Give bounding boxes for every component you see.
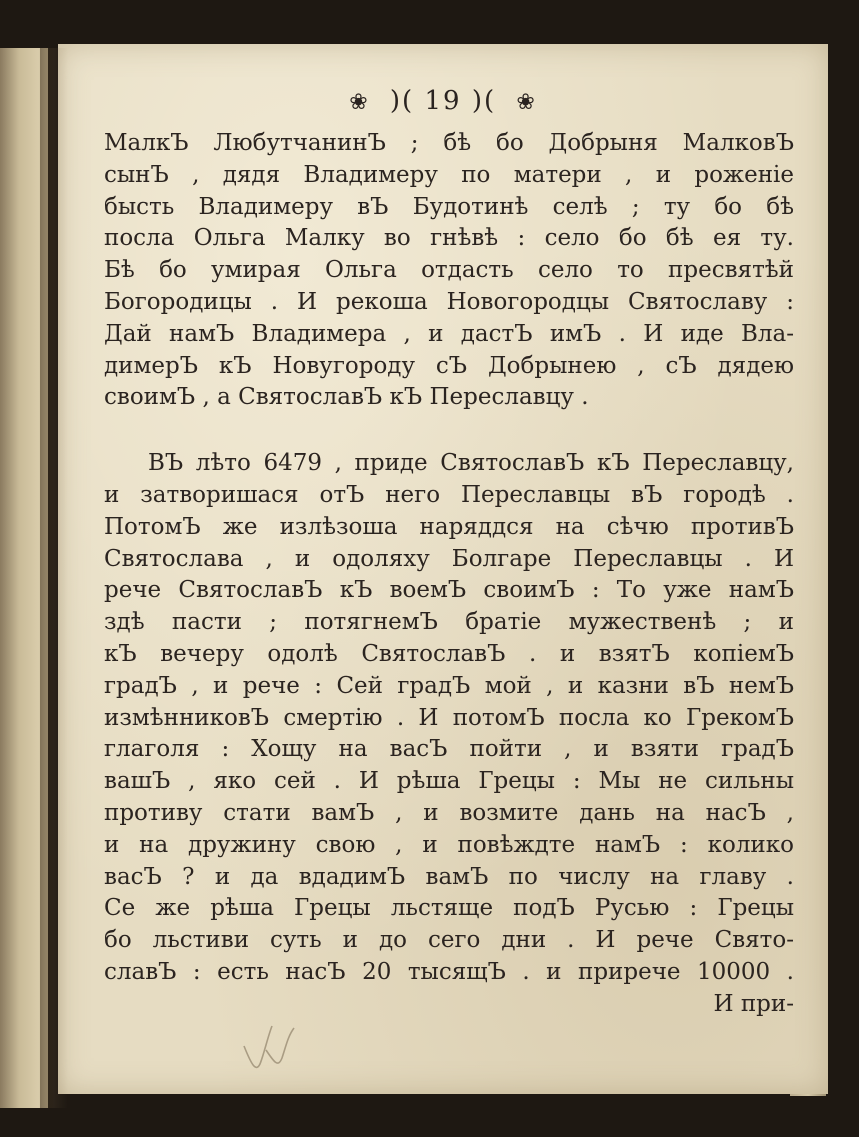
text-line: МалкЪ ЛюбутчанинЪ ; бѣ бо Добрыня МалковЪ [104,130,794,156]
page-number: 19 [424,86,462,116]
text-line: противу стати вамЪ , и возмите дань на насЪ , [104,799,794,826]
text-line: сынЪ , дядя Владимеру по матери , и роженіе [104,161,794,188]
text-line: и затворишася отЪ него Переславцы вЪ городѣ . [104,481,794,508]
spine-shadow [40,48,68,1108]
pencil-mark-icon [238,1006,298,1076]
text-line: глаголя : Хощу на васЪ пойти , и взяти градЪ [104,736,794,763]
header-bracket-left: )( [389,86,415,116]
book-page [58,44,828,1094]
text-line: измѣнниковЪ смертію . И потомЪ посла ко ГрекомЪ [104,704,794,731]
text-line: и на дружину свою , и повѣждте намЪ : колико [104,831,794,858]
text-line: бо льстиви суть и до сего дни . И рече Свято- [104,927,794,954]
text-line: вашЪ , яко сей . И рѣша Грецы : Мы не сильны [104,768,794,795]
paragraph [104,128,794,414]
text-line: Святослава , и одоляху Болгаре Переславцы . И [104,545,794,572]
paragraph [104,448,794,1020]
text-line: Се же рѣша Грецы льстяще подЪ Русью : Грецы [104,895,794,922]
text-line: кЪ вечеру одолѣ СвятославЪ . и взятЪ копіемЪ [104,640,794,667]
catchword: И при- [713,990,794,1017]
text-line: Бѣ бо умирая Ольга отдасть село то пресвятѣй [104,257,794,284]
text-line: димерЪ кЪ Новугороду сЪ Добрынею , сЪ дядею [104,352,794,379]
text-line: градЪ , и рече : Сей градЪ мой , и казни вЪ немЪ [104,672,794,699]
floral-ornament-icon: ❀ [516,89,537,115]
text-line: рече СвятославЪ кЪ воемЪ своимЪ : То уже намЪ [104,577,794,604]
text-line: посла Ольга Малку во гнѣвѣ : село бо бѣ ея ту. [104,225,794,252]
text-line: здѣ пасти ; потягнемЪ братіе мужественѣ ; и [104,609,794,636]
text-line: своимЪ , а СвятославЪ кЪ Переславцу . [104,384,589,411]
text-line: бысть Владимеру вЪ Будотинѣ селѣ ; ту бо бѣ [104,193,794,220]
text-line: васЪ ? и да вдадимЪ вамЪ по числу на главу . [104,863,794,890]
page-body [104,128,794,1021]
text-line: ПотомЪ же излѣзоша наряддся на сѣчю противЪ [104,513,794,540]
paragraph-gap [104,414,794,448]
header-bracket-right: )( [471,86,497,116]
text-line: ВЪ лѣто 6479 , приде СвятославЪ кЪ Переславцу, [148,450,794,477]
text-line: Дай намЪ Владимера , и дастЪ имЪ . И иде Вла- [104,320,794,347]
text-line: славЪ : есть насЪ 20 тысящЪ . и прирече 10000 . [104,958,794,985]
floral-ornament-icon: ❀ [349,89,370,115]
page-header [58,86,828,116]
text-line: Богородицы . И рекоша Новогородцы Святославу : [104,288,794,315]
